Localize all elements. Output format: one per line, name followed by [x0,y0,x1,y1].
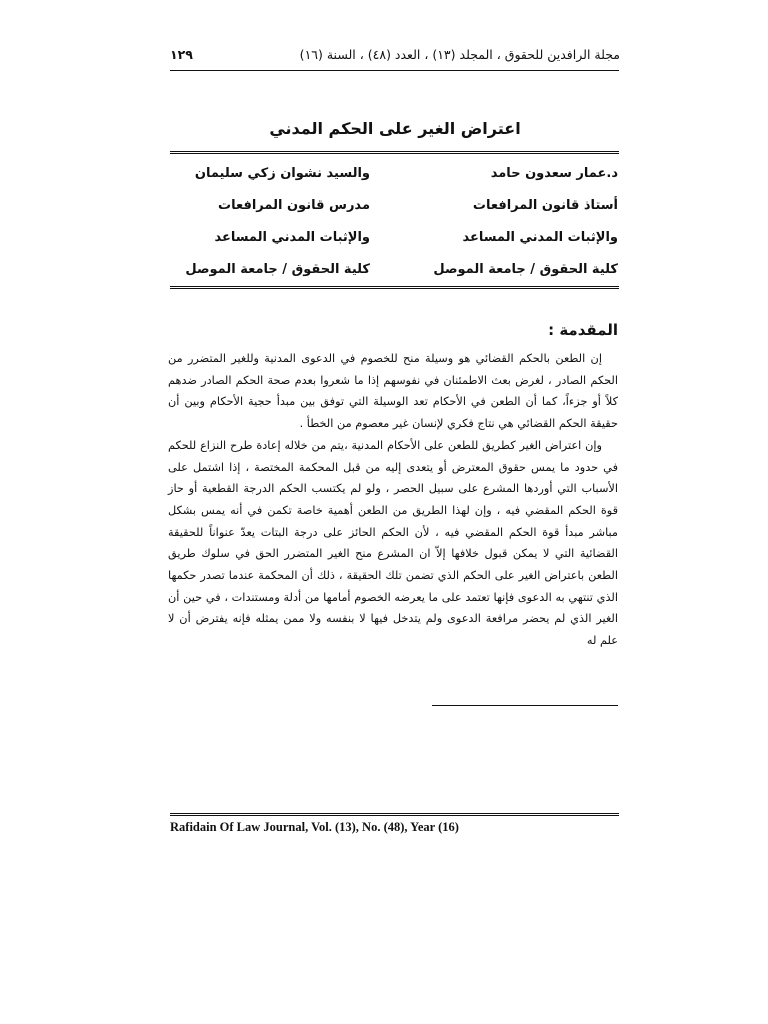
running-header [170,44,620,66]
author-specialty: والإثبات المدني المساعد [462,230,618,245]
journal-header-title: مجلة الرافدين للحقوق ، المجلد (١٣) ، العدد (٤٨) ، السنة (١٦) [299,47,620,62]
author-block-1 [398,158,618,286]
header-rule [170,70,619,71]
body-text [168,348,618,652]
page-number: ١٢٩ [170,47,193,62]
footer-citation: Rafidain Of Law Journal, Vol. (13), No. (48), Year (16) [170,820,459,834]
author-name: د.عمار سعدون حامد [490,166,618,181]
section-heading: المقدمة : [548,321,618,339]
paragraph: إن الطعن بالحكم القضائي هو وسيلة منح للخصوم في الدعوى المدنية وللغير المتضرر من الحكم الصادر ، لغرض بعث الاطمئنان في نفوسهم إذا ما شعروا بعدم صحة الحكم الصادر ضدهم كلاً أو جزءاً، كما أن الطعن في الأحكام تعد الوسيلة التي توفق بين مبدأ حجية الأحكام وبين أن حقيقة الحكم القضائي هي نتاج فكري لإنسان غير معصوم من الخطأ . [168,352,618,431]
footer-rule [170,813,619,816]
author-affiliation: كلية الحقوق / جامعة الموصل [185,262,370,277]
footnote-separator [432,705,618,706]
author-position: مدرس قانون المرافعات [218,198,370,213]
author-position: أستاذ قانون المرافعات [472,198,618,213]
article-title: اعتراض الغير على الحكم المدني [269,119,521,138]
author-affiliation: كلية الحقوق / جامعة الموصل [433,262,618,277]
author-name: والسيد نشوان زكي سليمان [194,166,370,181]
paragraph: وإن اعتراض الغير كطريق للطعن على الأحكام المدنية ،يتم من خلاله إعادة طرح النزاع للحكم في حدود ما يمس حقوق المعترض أو يتعدى إليه من قبل المحكمة المختصة ، إذا اشتمل على الأسباب التي أوردها المشرع على سبيل الحصر ، ولو لم يكتسب الحكم الدرجة القطعية أو حاز قوة الحكم المقضي فيه ، وإن لهذا الطريق من الطعن أهمية خاصة تكمن في أنه يمس بشكل مباشر مبدأ قوة الحكم المقضي فيه ، لأن الحكم الحائز على درجة البتات يعدّ عنواناً للحقيقة القضائية التي لا يمكن قبول خلافها إلاّ ان المشرع منح الغير المتضرر الحق في سلوك طريق الطعن باعتراض الغير على الحكم الذي تضمن تلك الحقيقة ، ذلك أن المحكمة عندما تصدر حكمها الذي تنتهي به الدعوى فإنها تعتمد على ما يعرضه الخصوم أمامها من أدلة ومستندات ، في حين أن الغير الذي لم يحضر مرافعة الدعوى ولم يتدخل فيها لا بنفسه ولا ممن يمثله فإنه يفترض أن لا علم له [168,438,618,648]
authors-top-rule [170,151,619,154]
author-block-2 [170,158,370,286]
authors-bottom-rule [170,286,619,289]
author-specialty: والإثبات المدني المساعد [214,230,370,245]
